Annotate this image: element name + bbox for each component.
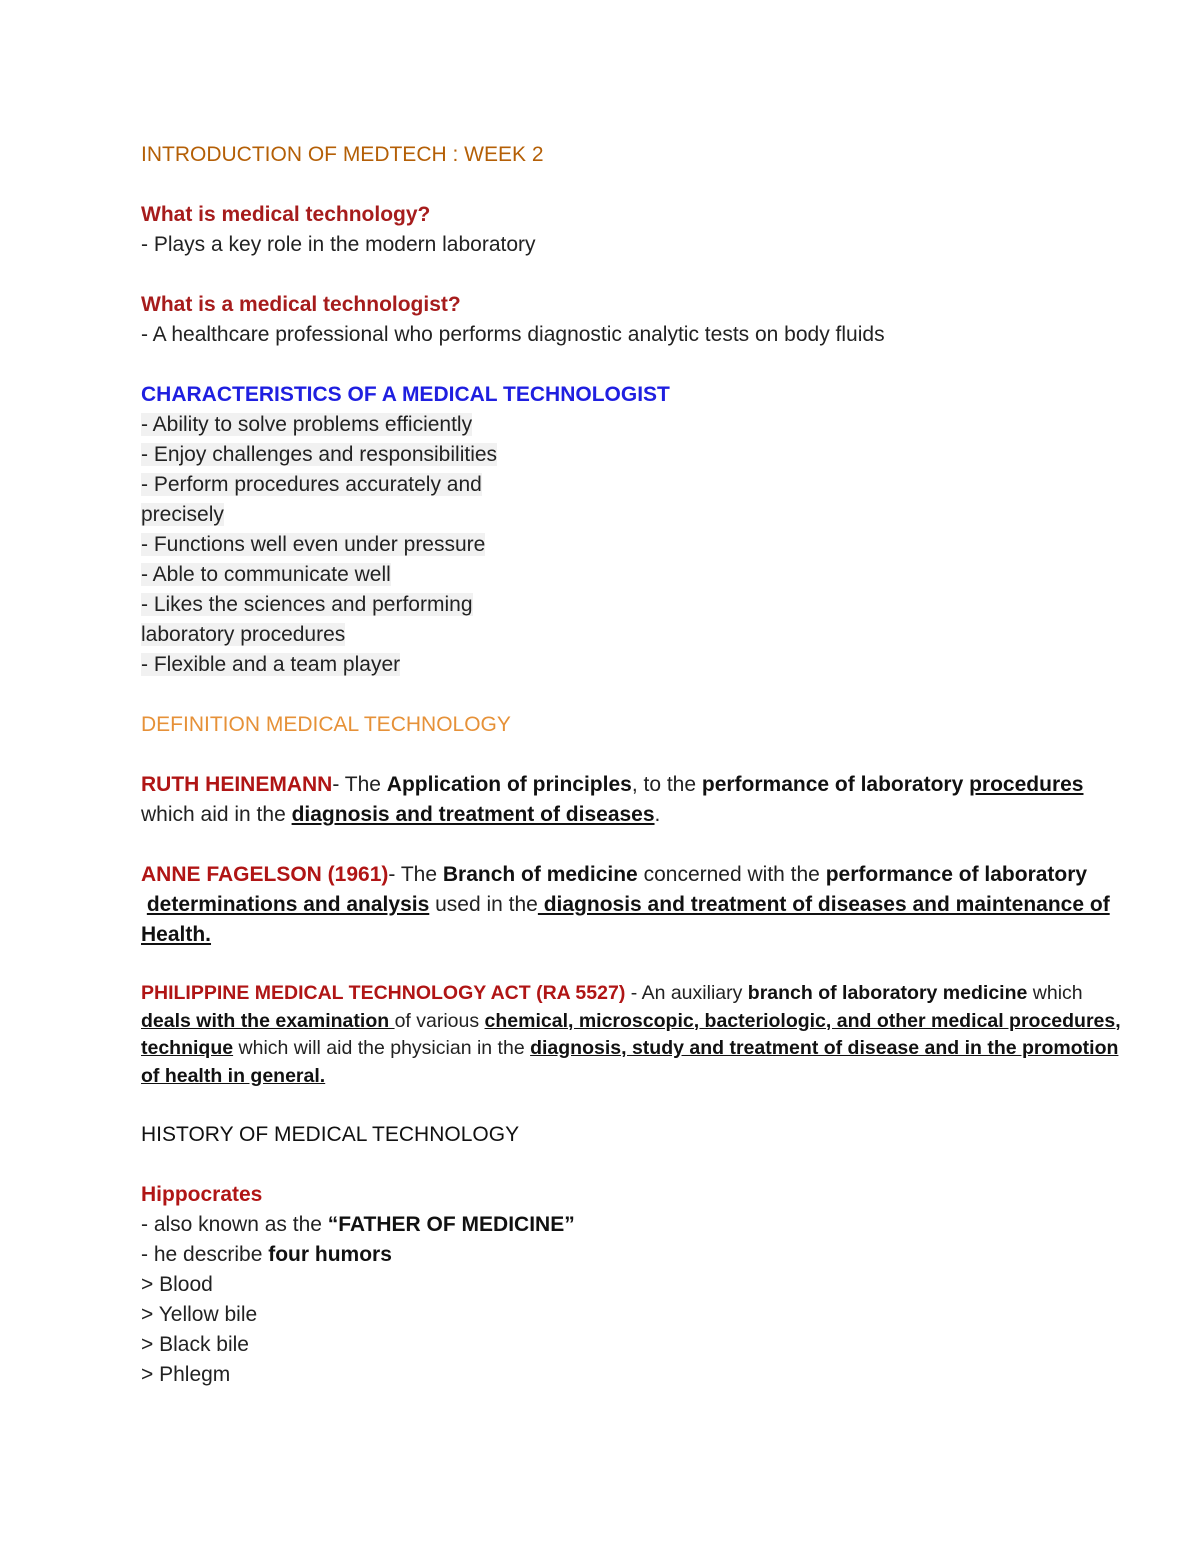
characteristic-item: - Able to communicate well xyxy=(141,563,391,586)
humor-item: > Blood xyxy=(141,1273,213,1296)
humor-item: > Yellow bile xyxy=(141,1303,258,1326)
document-title: INTRODUCTION OF MEDTECH : WEEK 2 xyxy=(141,143,544,166)
definition-heading: DEFINITION MEDICAL TECHNOLOGY xyxy=(141,713,511,736)
q1-answer: - Plays a key role in the modern laboratory xyxy=(141,233,536,256)
ra-definition-line-2: deals with the examination of various chemical, microscopic, bacteriologic, and other medical procedures, xyxy=(141,1009,1121,1032)
characteristic-item: - Ability to solve problems efficiently xyxy=(141,413,473,436)
characteristic-item: - Functions well even under pressure xyxy=(141,533,486,556)
characteristic-item: laboratory procedures xyxy=(141,623,346,646)
hippocrates-heading: Hippocrates xyxy=(141,1183,263,1206)
anne-name: ANNE FAGELSON (1961) xyxy=(141,863,389,886)
q2-answer: - A healthcare professional who performs diagnostic analytic tests on body fluids xyxy=(141,323,885,346)
q2-heading: What is a medical technologist? xyxy=(141,293,461,316)
ruth-definition-line-2: which aid in the diagnosis and treatment of diseases. xyxy=(141,803,661,826)
characteristic-item: - Enjoy challenges and responsibilities xyxy=(141,443,498,466)
characteristics-heading: CHARACTERISTICS OF A MEDICAL TECHNOLOGIST xyxy=(141,383,670,406)
ra-definition-line-3: technique which will aid the physician in the diagnosis, study and treatment of disease and in the promotion xyxy=(141,1037,1119,1059)
ruth-name: RUTH HEINEMANN xyxy=(141,773,333,796)
characteristic-item: - Likes the sciences and performing xyxy=(141,593,473,616)
hippocrates-line-2: - he describe four humors xyxy=(141,1243,392,1266)
hippocrates-line-1: - also known as the “FATHER OF MEDICINE” xyxy=(141,1213,575,1236)
q1-heading: What is medical technology? xyxy=(141,203,431,226)
characteristic-item: - Flexible and a team player xyxy=(141,653,401,676)
anne-definition-line-3: Health. xyxy=(141,923,212,946)
ruth-definition-line-1: RUTH HEINEMANN- The Application of principles, to the performance of laboratory procedures xyxy=(141,773,1084,796)
document-body xyxy=(141,140,1191,1390)
characteristic-item: - Perform procedures accurately and xyxy=(141,473,482,496)
history-heading: HISTORY OF MEDICAL TECHNOLOGY xyxy=(141,1123,520,1146)
ra-name: PHILIPPINE MEDICAL TECHNOLOGY ACT (RA 5527) xyxy=(141,982,626,1004)
humor-item: > Black bile xyxy=(141,1333,249,1356)
humor-item: > Phlegm xyxy=(141,1363,231,1386)
characteristic-item: precisely xyxy=(141,503,224,526)
anne-definition-line-2: determinations and analysis used in the diagnosis and treatment of diseases and maintenance of xyxy=(146,893,1110,916)
anne-definition-line-1: ANNE FAGELSON (1961)- The Branch of medicine concerned with the performance of laboratory xyxy=(141,863,1088,886)
ra-definition-line-1: PHILIPPINE MEDICAL TECHNOLOGY ACT (RA 5527) - An auxiliary branch of laboratory medicine which xyxy=(141,982,1083,1004)
ra-definition-line-4: of health in general. xyxy=(141,1064,326,1087)
